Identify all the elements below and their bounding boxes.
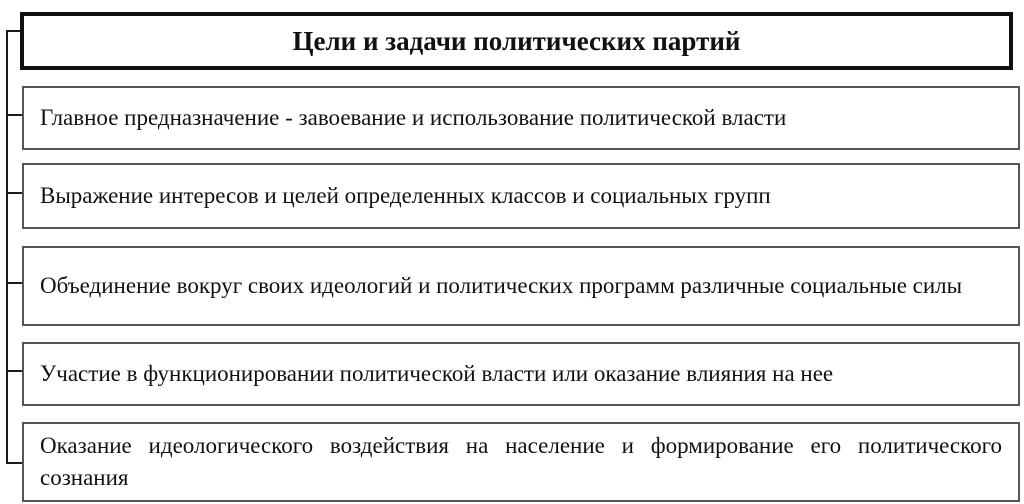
diagram-title: Цели и задачи политических партий — [292, 25, 741, 56]
connector-tick-4 — [6, 370, 22, 372]
goal-item-text: Объединение вокруг своих идеологий и политических программ различные социальные силы — [40, 273, 963, 298]
goal-item-5 — [22, 422, 1020, 502]
connector-vertical-line — [6, 30, 8, 464]
goal-item-1 — [22, 86, 1020, 150]
connector-tick-5 — [6, 462, 22, 464]
goal-item-2 — [22, 163, 1020, 229]
connector-tick-title — [6, 30, 20, 32]
goal-item-text: Главное предназначение - завоевание и использование политической власти — [40, 105, 787, 130]
goal-item-3 — [22, 246, 1020, 326]
connector-tick-1 — [6, 114, 22, 116]
goal-item-text: Выражение интересов и целей определенных классов и социальных групп — [40, 183, 771, 208]
goal-item-text: Оказание идеологического воздействия на население и формирование его политического сознания — [40, 433, 1002, 490]
diagram-title-box — [20, 12, 1013, 70]
connector-tick-3 — [6, 282, 22, 284]
goal-item-4 — [22, 342, 1020, 406]
goal-item-text: Участие в функционировании политической власти или оказание влияния на нее — [40, 361, 834, 386]
connector-tick-2 — [6, 192, 22, 194]
